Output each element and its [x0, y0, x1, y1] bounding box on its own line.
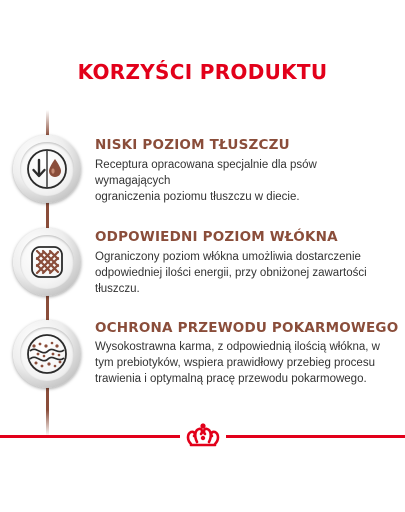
badge-low-fat [13, 135, 81, 203]
benefit-heading-fibre: ODPOWIEDNI POZIOM WŁÓKNA [95, 229, 338, 245]
benefit-heading-digestive: OCHRONA PRZEWODU POKARMOWEGO [95, 320, 399, 336]
benefit-text-low-fat [95, 157, 395, 206]
benefit-text-fibre [95, 249, 395, 298]
low-fat-icon [20, 142, 74, 196]
page-title: KORZYŚCI PRODUKTU [77, 60, 328, 84]
badge-fibre [13, 228, 81, 296]
digestive-tract-icon [20, 327, 74, 381]
benefit-text-line: odpowiedniej ilości energii, przy obniżonej zawartości [95, 267, 367, 280]
crown-logo-icon [180, 420, 226, 452]
benefit-text-line: trawienia i optymalną pracę przewodu pokarmowego. [95, 373, 367, 386]
fibre-mesh-icon [20, 235, 74, 289]
benefit-text-line: Ograniczony poziom włókna umożliwia dostarczenie [95, 251, 361, 263]
crown-icon [183, 422, 223, 450]
benefit-heading-low-fat: NISKI POZIOM TŁUSZCZU [95, 137, 290, 153]
benefit-text-line: tym prebiotyków, wspiera prawidłowy przebieg procesu [95, 357, 375, 370]
benefit-text-line: Wysokostrawna karma, z odpowiednią ilością włókna, w [95, 341, 380, 353]
benefit-text-line: tłuszczu. [95, 283, 140, 296]
badge-digestive [13, 320, 81, 388]
benefit-text-digestive [95, 339, 395, 388]
benefit-text-line: Receptura opracowana specjalnie dla psów wymagających [95, 159, 317, 188]
benefit-text-line: ograniczenia poziomu tłuszczu w diecie. [95, 191, 300, 204]
